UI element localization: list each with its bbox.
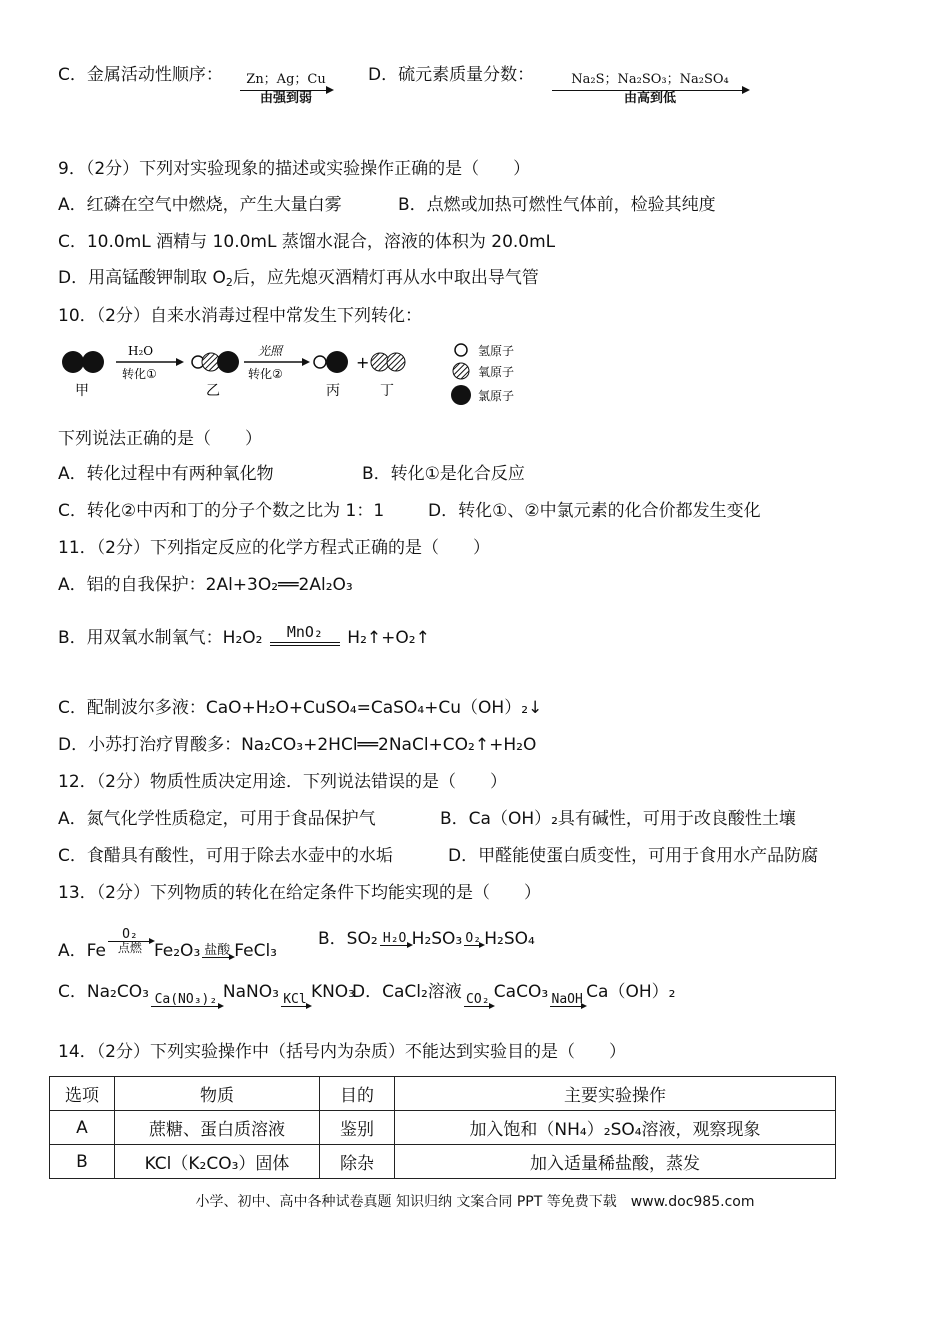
q9-d-post: 后，应先熄灭酒精灯再从水中取出导气管 xyxy=(232,268,539,288)
q8-c-arrow xyxy=(240,72,332,107)
q8-d-top: Na₂S；Na₂SO₃；Na₂SO₄ xyxy=(571,72,729,87)
table-row xyxy=(50,1111,836,1145)
q12-option-c: C．食醋具有酸性，可用于除去水壶中的水垢 xyxy=(58,846,393,866)
q9-option-a: A．红磷在空气中燃烧，产生大量白雾 xyxy=(58,195,342,215)
q11-b-rest: H₂↑+O₂↑ xyxy=(347,628,430,648)
arrow2-bottom: 转化② xyxy=(248,367,283,381)
table-cell: B xyxy=(50,1145,115,1179)
q10-option-a: A．转化过程中有两种氧化物 xyxy=(58,464,274,484)
legend-h-icon xyxy=(455,344,467,356)
q9-stem: 9．（2分）下列对实验现象的描述或实验操作正确的是（ ） xyxy=(58,159,531,179)
q13-b-3: H₂SO₄ xyxy=(484,929,535,949)
plus-sign: + xyxy=(356,353,370,372)
arrowhead-icon xyxy=(176,358,184,366)
q13-b-cond1 xyxy=(378,932,412,946)
table-cell: A xyxy=(50,1111,115,1145)
arrow-icon xyxy=(552,90,748,91)
legend-h: 氢原子 xyxy=(478,344,515,358)
q10-option-c: C．转化②中丙和丁的分子个数之比为 1：1 xyxy=(58,501,385,521)
q13-a-c2: 盐酸 xyxy=(204,943,231,958)
q13-a-c1-bot: 点燃 xyxy=(117,941,142,955)
table-cell: 加入适量稀盐酸，蒸发 xyxy=(395,1145,836,1179)
table-header-cell: 物质 xyxy=(115,1077,320,1111)
table-header-cell: 选项 xyxy=(50,1077,115,1111)
table-cell: 加入饱和（NH₄）₂SO₄溶液，观察现象 xyxy=(395,1111,836,1145)
q10-option-d: D．转化①、②中氯元素的化合价都发生变化 xyxy=(428,501,761,521)
q13-c-3: KNO₃ xyxy=(310,982,355,1002)
legend-cl-icon xyxy=(451,385,471,405)
q11-b-condition xyxy=(268,623,342,646)
q10-stem: 10．（2分）自来水消毒过程中常发生下列转化： xyxy=(58,306,422,326)
legend-o-icon xyxy=(453,363,469,379)
q13-option-b xyxy=(318,928,535,950)
q9-d-sub: 2 xyxy=(225,276,233,289)
table-cell: 蔗糖、蛋白质溶液 xyxy=(115,1111,320,1145)
table-header-row xyxy=(50,1077,836,1111)
q13-a-cond1 xyxy=(106,928,154,955)
q13-a-3: FeCl₃ xyxy=(234,941,277,961)
arrow-icon xyxy=(108,941,152,942)
q8-c-top: Zn；Ag；Cu xyxy=(246,72,326,87)
legend-cl: 氯原子 xyxy=(478,389,515,403)
q13-d-c1: CO₂ xyxy=(466,992,490,1007)
q9-d-pre: D．用高锰酸钾制取 O xyxy=(58,268,226,288)
label-ding: 丁 xyxy=(380,383,394,399)
q13-b-c1: H₂O xyxy=(382,931,407,946)
arrow-icon xyxy=(464,945,482,946)
page-footer: 小学、初中、高中各种试卷真题 知识归纳 文案合同 PPT 等免费下载 www.doc985.com xyxy=(195,1194,755,1210)
q12-option-a: A．氮气化学性质稳定，可用于食品保护气 xyxy=(58,809,376,829)
q13-b-2: H₂SO₃ xyxy=(411,929,463,949)
q13-d-c2: NaOH xyxy=(551,992,583,1007)
q11-b-label: B．用双氧水制氧气：H₂O₂ xyxy=(58,628,263,648)
q11-option-b xyxy=(58,623,430,649)
q13-d-1: D．CaCl₂溶液 xyxy=(352,982,462,1002)
q8-c-bottom: 由强到弱 xyxy=(259,91,312,106)
q12-option-d: D．甲醛能使蛋白质变性，可用于食用水产品防腐 xyxy=(448,846,819,866)
q11-stem: 11．（2分）下列指定反应的化学方程式正确的是（ ） xyxy=(58,538,490,558)
arrow1-top: H₂O xyxy=(128,344,154,358)
q13-a-cond2 xyxy=(200,944,234,958)
table-header-cell: 目的 xyxy=(320,1077,395,1111)
arrowhead-icon xyxy=(302,358,310,366)
arrow-icon xyxy=(380,945,410,946)
q11-option-c: C．配制波尔多液：CaO+H₂O+CuSO₄=CaSO₄+Cu（OH）₂↓ xyxy=(58,698,543,718)
arrow-icon xyxy=(240,90,332,91)
q8-d-label: D．硫元素质量分数： xyxy=(368,65,535,85)
q14-stem: 14．（2分）下列实验操作中（括号内为杂质）不能达到实验目的是（ ） xyxy=(58,1042,626,1062)
double-line-bottom xyxy=(270,645,340,646)
q11-option-d: D．小苏打治疗胃酸多：Na₂CO₃+2HCl══2NaCl+CO₂↑+H₂O xyxy=(58,735,537,755)
table-header-cell: 主要实验操作 xyxy=(395,1077,836,1111)
q13-d-cond1 xyxy=(462,993,494,1007)
molecule-diagram xyxy=(58,340,558,410)
arrow-icon xyxy=(550,1006,584,1007)
q11-b-cond-text: MnO₂ xyxy=(286,623,323,641)
q11-option-a: A．铝的自我保护：2Al+3O₂══2Al₂O₃ xyxy=(58,575,353,595)
arrow-icon xyxy=(281,1006,309,1007)
q13-c-2: NaNO₃ xyxy=(222,982,279,1002)
q13-option-a xyxy=(58,928,277,962)
q13-b-c2: O₂ xyxy=(465,931,482,946)
q13-option-c xyxy=(58,981,355,1007)
q9-option-d xyxy=(58,267,539,294)
q13-d-2: CaCO₃ xyxy=(493,982,549,1002)
q8-c-label: C．金属活动性顺序： xyxy=(58,65,223,85)
legend-o: 氧原子 xyxy=(478,365,515,379)
q13-b-cond2 xyxy=(462,932,484,946)
q13-d-cond2 xyxy=(548,993,586,1007)
q10-option-b: B．转化①是化合反应 xyxy=(362,464,525,484)
arrow-icon xyxy=(151,1006,221,1007)
arrow1-bottom: 转化① xyxy=(122,367,157,381)
label-jia: 甲 xyxy=(75,383,89,399)
arrow2-top: 光照 xyxy=(258,344,283,358)
q10-prompt: 下列说法正确的是（ ） xyxy=(58,429,262,449)
q14-table xyxy=(49,1076,836,1179)
q13-c-cond2 xyxy=(279,993,311,1007)
arrow-icon xyxy=(202,957,232,958)
q12-stem: 12．（2分）物质性质决定用途．下列说法错误的是（ ） xyxy=(58,772,507,792)
q13-a-2: Fe₂O₃ xyxy=(153,941,201,961)
q8-d-arrow xyxy=(552,72,748,107)
q13-c-c2: KCl xyxy=(283,992,307,1007)
label-bing: 丙 xyxy=(326,383,340,399)
q13-a-1: A．Fe xyxy=(58,941,106,961)
label-yi: 乙 xyxy=(206,383,220,399)
q13-c-c1: Ca(NO₃)₂ xyxy=(154,992,218,1007)
arrow-icon xyxy=(464,1006,492,1007)
molecule-jia xyxy=(62,351,104,373)
molecule-yi xyxy=(192,351,239,373)
table-cell: 鉴别 xyxy=(320,1111,395,1145)
double-line-top xyxy=(270,642,340,643)
q13-stem: 13．（2分）下列物质的转化在给定条件下均能实现的是（ ） xyxy=(58,883,541,903)
molecule-bing xyxy=(314,351,348,373)
q13-a-c1-top: O₂ xyxy=(122,927,138,942)
table-cell: KCl（K₂CO₃）固体 xyxy=(115,1145,320,1179)
q13-c-cond1 xyxy=(149,993,223,1007)
q12-option-b: B．Ca（OH）₂具有碱性，可用于改良酸性土壤 xyxy=(440,809,796,829)
q13-option-d xyxy=(352,981,675,1007)
q9-option-b: B．点燃或加热可燃性气体前，检验其纯度 xyxy=(398,195,716,215)
q13-d-3: Ca（OH）₂ xyxy=(586,982,676,1002)
q13-b-1: B．SO₂ xyxy=(318,929,378,949)
q9-option-c: C．10.0mL 酒精与 10.0mL 蒸馏水混合，溶液的体积为 20.0mL xyxy=(58,232,556,252)
table-cell: 除杂 xyxy=(320,1145,395,1179)
q8-d-bottom: 由高到低 xyxy=(623,91,676,106)
table-row xyxy=(50,1145,836,1179)
molecule-ding xyxy=(371,353,405,371)
q13-c-1: C．Na₂CO₃ xyxy=(58,982,149,1002)
